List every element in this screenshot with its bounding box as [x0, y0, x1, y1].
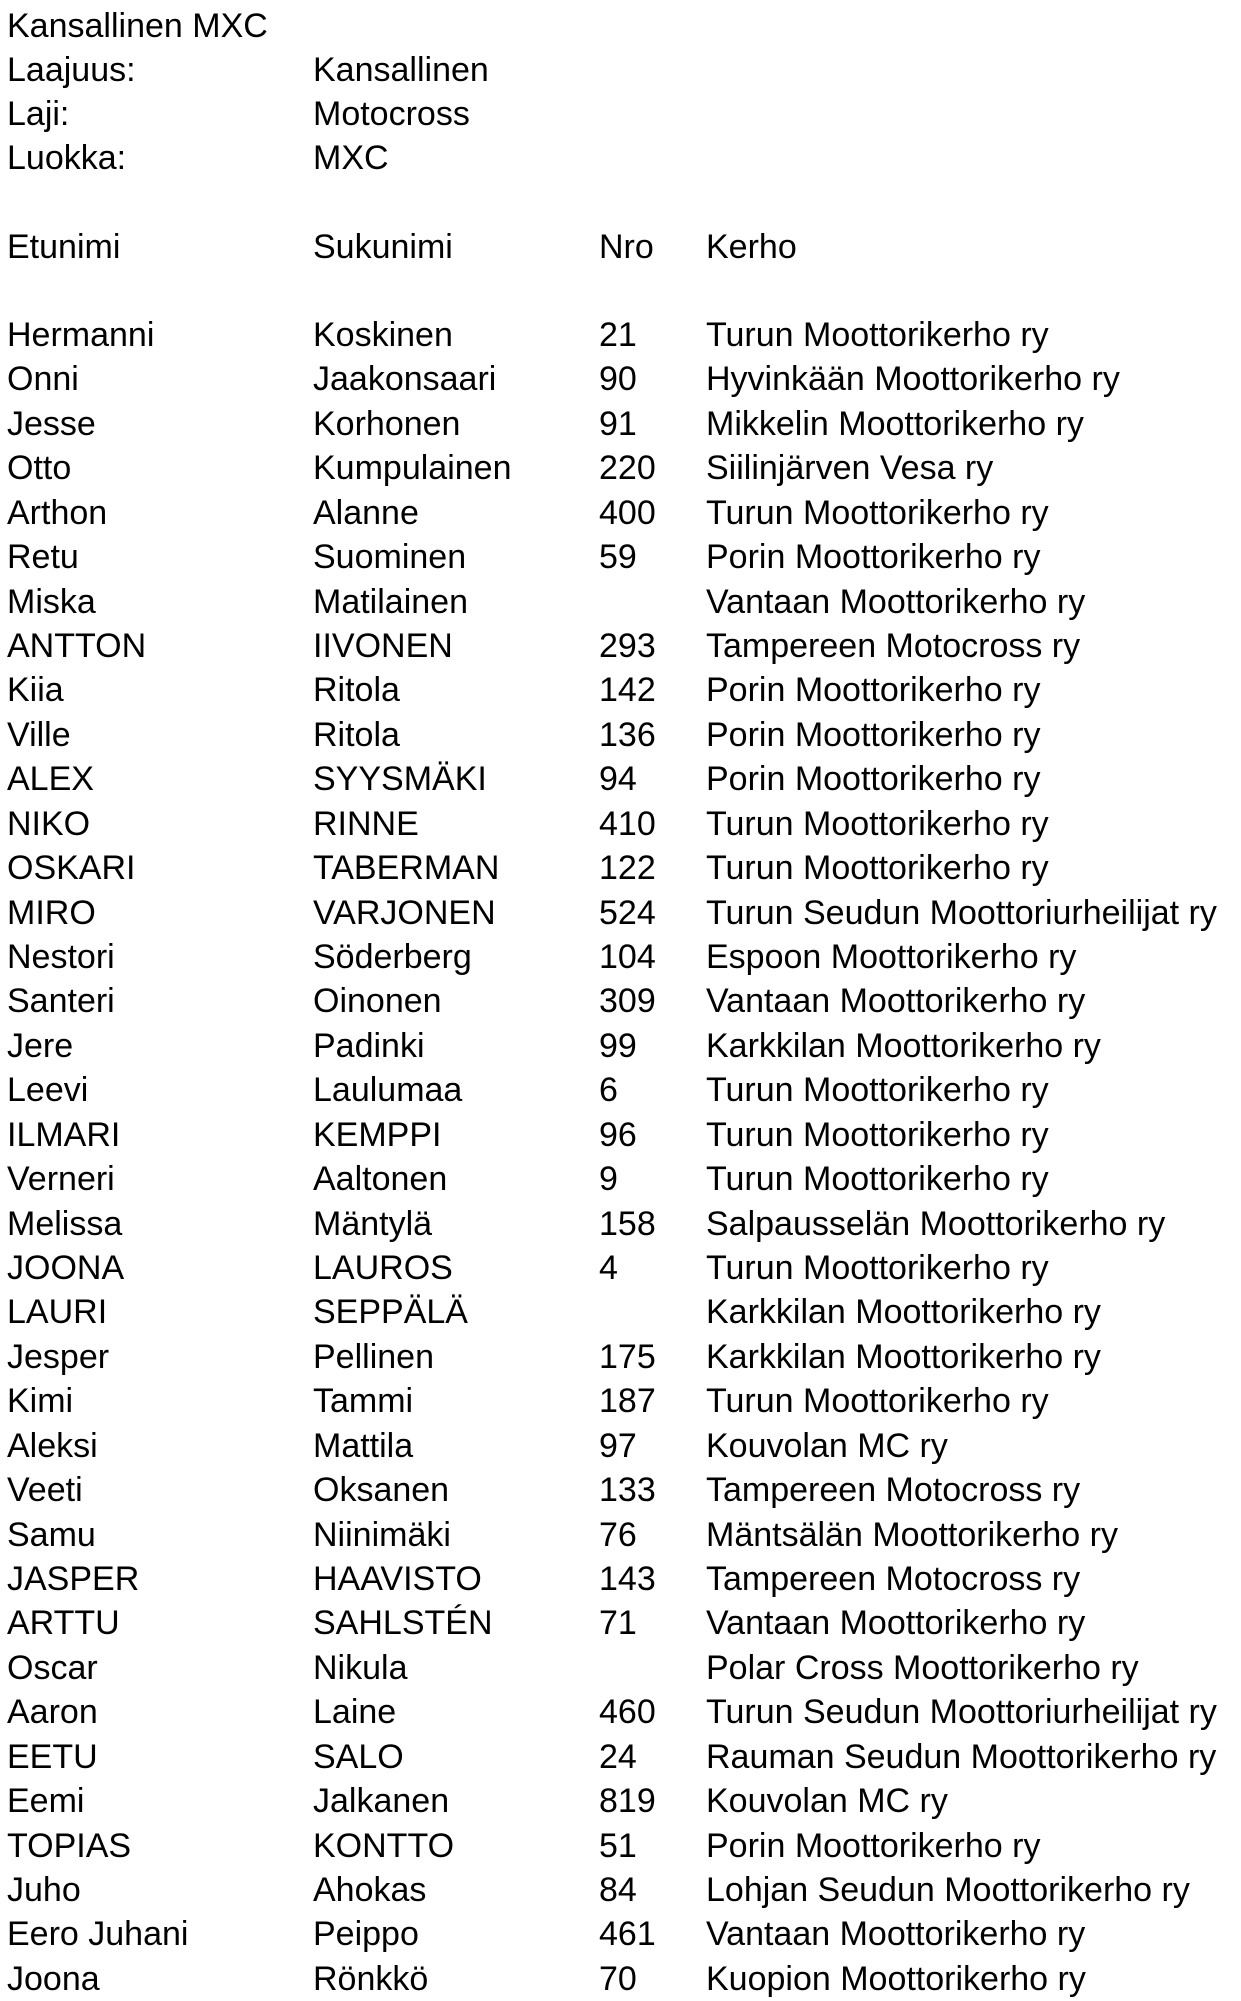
- last-name-cell: Niinimäki: [313, 1516, 451, 1554]
- last-name-cell: KEMPPI: [313, 1116, 442, 1154]
- club-cell: Turun Moottorikerho ry: [706, 1249, 1049, 1287]
- table-row: [0, 1246, 1241, 1290]
- number-cell: 59: [599, 538, 637, 576]
- table-row: [0, 446, 1241, 490]
- last-name-cell: TABERMAN: [313, 849, 500, 887]
- last-name-cell: Nikula: [313, 1649, 408, 1687]
- table-header: [0, 225, 1241, 269]
- meta-row-laajuus: [0, 48, 1241, 92]
- meta-label: Laji:: [7, 95, 70, 133]
- last-name-cell: Ahokas: [313, 1871, 427, 1909]
- number-cell: 158: [599, 1205, 656, 1243]
- first-name-cell: Kiia: [7, 671, 64, 709]
- column-header-nro: Nro: [599, 228, 654, 266]
- number-cell: 142: [599, 671, 656, 709]
- table-row: [0, 802, 1241, 846]
- club-cell: Kouvolan MC ry: [706, 1782, 948, 1820]
- club-cell: Karkkilan Moottorikerho ry: [706, 1027, 1101, 1065]
- last-name-cell: SEPPÄLÄ: [313, 1293, 468, 1331]
- club-cell: Turun Moottorikerho ry: [706, 805, 1049, 843]
- number-cell: 96: [599, 1116, 637, 1154]
- last-name-cell: VARJONEN: [313, 894, 496, 932]
- number-cell: 99: [599, 1027, 637, 1065]
- last-name-cell: SAHLSTÉN: [313, 1604, 493, 1642]
- last-name-cell: Matilainen: [313, 583, 468, 621]
- first-name-cell: LAURI: [7, 1293, 108, 1331]
- club-cell: Mikkelin Moottorikerho ry: [706, 405, 1084, 443]
- number-cell: 76: [599, 1516, 637, 1554]
- table-row: [0, 1513, 1241, 1557]
- number-cell: 524: [599, 894, 656, 932]
- table-row: [0, 624, 1241, 668]
- number-cell: 133: [599, 1471, 656, 1509]
- number-cell: 71: [599, 1604, 637, 1642]
- club-cell: Turun Seudun Moottoriurheilijat ry: [706, 894, 1217, 932]
- club-cell: Salpausselän Moottorikerho ry: [706, 1205, 1166, 1243]
- club-cell: Turun Moottorikerho ry: [706, 494, 1049, 532]
- last-name-cell: Oksanen: [313, 1471, 450, 1509]
- last-name-cell: Tammi: [313, 1382, 414, 1420]
- table-row: [0, 1335, 1241, 1379]
- table-row: [0, 1690, 1241, 1734]
- club-cell: Turun Seudun Moottoriurheilijat ry: [706, 1693, 1217, 1731]
- table-row: [0, 935, 1241, 979]
- club-cell: Karkkilan Moottorikerho ry: [706, 1338, 1101, 1376]
- club-cell: Karkkilan Moottorikerho ry: [706, 1293, 1101, 1331]
- first-name-cell: ALEX: [7, 760, 94, 798]
- table-row: [0, 1113, 1241, 1157]
- last-name-cell: Laine: [313, 1693, 397, 1731]
- last-name-cell: IIVONEN: [313, 627, 453, 665]
- club-cell: Porin Moottorikerho ry: [706, 671, 1041, 709]
- club-cell: Kuopion Moottorikerho ry: [706, 1960, 1086, 1998]
- first-name-cell: OSKARI: [7, 849, 136, 887]
- first-name-cell: Aleksi: [7, 1427, 98, 1465]
- document-title-row: [0, 4, 1241, 48]
- table-row: [0, 1779, 1241, 1823]
- first-name-cell: ANTTON: [7, 627, 147, 665]
- club-cell: Lohjan Seudun Moottorikerho ry: [706, 1871, 1190, 1909]
- last-name-cell: Ritola: [313, 716, 400, 754]
- club-cell: Turun Moottorikerho ry: [706, 1071, 1049, 1109]
- number-cell: 410: [599, 805, 656, 843]
- table-row: [0, 757, 1241, 801]
- number-cell: 6: [599, 1071, 618, 1109]
- last-name-cell: Ritola: [313, 671, 400, 709]
- first-name-cell: Onni: [7, 360, 79, 398]
- meta-value: Kansallinen: [313, 51, 489, 89]
- table-row: [0, 979, 1241, 1023]
- first-name-cell: JASPER: [7, 1560, 140, 1598]
- document-title: Kansallinen MXC: [7, 7, 268, 45]
- club-cell: Mäntsälän Moottorikerho ry: [706, 1516, 1118, 1554]
- first-name-cell: Oscar: [7, 1649, 98, 1687]
- first-name-cell: Jesse: [7, 405, 96, 443]
- number-cell: 90: [599, 360, 637, 398]
- club-cell: Vantaan Moottorikerho ry: [706, 1604, 1086, 1642]
- last-name-cell: Jaakonsaari: [313, 360, 497, 398]
- first-name-cell: Veeti: [7, 1471, 83, 1509]
- number-cell: 309: [599, 982, 656, 1020]
- club-cell: Polar Cross Moottorikerho ry: [706, 1649, 1139, 1687]
- club-cell: Vantaan Moottorikerho ry: [706, 982, 1086, 1020]
- first-name-cell: Arthon: [7, 494, 108, 532]
- number-cell: 819: [599, 1782, 656, 1820]
- club-cell: Tampereen Motocross ry: [706, 627, 1081, 665]
- number-cell: 84: [599, 1871, 637, 1909]
- table-row: [0, 668, 1241, 712]
- club-cell: Turun Moottorikerho ry: [706, 849, 1049, 887]
- table-row: [0, 402, 1241, 446]
- column-header-etunimi: Etunimi: [7, 228, 121, 266]
- table-row: [0, 357, 1241, 401]
- number-cell: 104: [599, 938, 656, 976]
- last-name-cell: Kumpulainen: [313, 449, 512, 487]
- club-cell: Porin Moottorikerho ry: [706, 760, 1041, 798]
- club-cell: Porin Moottorikerho ry: [706, 1827, 1041, 1865]
- first-name-cell: Juho: [7, 1871, 81, 1909]
- last-name-cell: Pellinen: [313, 1338, 434, 1376]
- number-cell: 70: [599, 1960, 637, 1998]
- number-cell: 122: [599, 849, 656, 887]
- table-row: [0, 1646, 1241, 1690]
- first-name-cell: Leevi: [7, 1071, 89, 1109]
- last-name-cell: RINNE: [313, 805, 419, 843]
- last-name-cell: Koskinen: [313, 316, 453, 354]
- table-row: [0, 1868, 1241, 1912]
- last-name-cell: Mäntylä: [313, 1205, 433, 1243]
- number-cell: 51: [599, 1827, 637, 1865]
- number-cell: 24: [599, 1738, 637, 1776]
- first-name-cell: Retu: [7, 538, 79, 576]
- table-row: [0, 1468, 1241, 1512]
- table-row: [0, 846, 1241, 890]
- number-cell: 293: [599, 627, 656, 665]
- first-name-cell: Ville: [7, 716, 71, 754]
- first-name-cell: Samu: [7, 1516, 96, 1554]
- column-header-sukunimi: Sukunimi: [313, 228, 453, 266]
- club-cell: Espoon Moottorikerho ry: [706, 938, 1077, 976]
- first-name-cell: JOONA: [7, 1249, 125, 1287]
- number-cell: 220: [599, 449, 656, 487]
- last-name-cell: Alanne: [313, 494, 419, 532]
- first-name-cell: Kimi: [7, 1382, 74, 1420]
- number-cell: 9: [599, 1160, 618, 1198]
- first-name-cell: Eero Juhani: [7, 1915, 189, 1953]
- table-row: [0, 1024, 1241, 1068]
- column-header-kerho: Kerho: [706, 228, 797, 266]
- first-name-cell: Verneri: [7, 1160, 115, 1198]
- last-name-cell: Suominen: [313, 538, 467, 576]
- club-cell: Hyvinkään Moottorikerho ry: [706, 360, 1120, 398]
- table-row: [0, 1824, 1241, 1868]
- first-name-cell: Jesper: [7, 1338, 110, 1376]
- table-row: [0, 1912, 1241, 1956]
- table-row: [0, 1202, 1241, 1246]
- club-cell: Porin Moottorikerho ry: [706, 538, 1041, 576]
- club-cell: Porin Moottorikerho ry: [706, 716, 1041, 754]
- last-name-cell: KONTTO: [313, 1827, 455, 1865]
- table-row: [0, 535, 1241, 579]
- table-row: [0, 1290, 1241, 1334]
- number-cell: 4: [599, 1249, 618, 1287]
- meta-value: Motocross: [313, 95, 470, 133]
- number-cell: 143: [599, 1560, 656, 1598]
- number-cell: 97: [599, 1427, 637, 1465]
- club-cell: Turun Moottorikerho ry: [706, 1382, 1049, 1420]
- first-name-cell: TOPIAS: [7, 1827, 132, 1865]
- last-name-cell: SYYSMÄKI: [313, 760, 487, 798]
- first-name-cell: NIKO: [7, 805, 91, 843]
- number-cell: 400: [599, 494, 656, 532]
- first-name-cell: EETU: [7, 1738, 98, 1776]
- last-name-cell: Oinonen: [313, 982, 442, 1020]
- table-row: [0, 580, 1241, 624]
- table-row: [0, 1068, 1241, 1112]
- number-cell: 175: [599, 1338, 656, 1376]
- last-name-cell: LAUROS: [313, 1249, 453, 1287]
- table-row: [0, 313, 1241, 357]
- club-cell: Tampereen Motocross ry: [706, 1560, 1081, 1598]
- last-name-cell: Jalkanen: [313, 1782, 450, 1820]
- last-name-cell: Mattila: [313, 1427, 414, 1465]
- last-name-cell: Laulumaa: [313, 1071, 463, 1109]
- first-name-cell: Aaron: [7, 1693, 98, 1731]
- club-cell: Rauman Seudun Moottorikerho ry: [706, 1738, 1217, 1776]
- club-cell: Tampereen Motocross ry: [706, 1471, 1081, 1509]
- number-cell: 21: [599, 316, 637, 354]
- first-name-cell: Nestori: [7, 938, 115, 976]
- last-name-cell: Söderberg: [313, 938, 472, 976]
- club-cell: Turun Moottorikerho ry: [706, 316, 1049, 354]
- last-name-cell: Korhonen: [313, 405, 461, 443]
- first-name-cell: ARTTU: [7, 1604, 120, 1642]
- table-row: [0, 713, 1241, 757]
- table-row: [0, 1157, 1241, 1201]
- first-name-cell: Melissa: [7, 1205, 123, 1243]
- first-name-cell: Jere: [7, 1027, 74, 1065]
- meta-label: Luokka:: [7, 139, 127, 177]
- number-cell: 136: [599, 716, 656, 754]
- table-row: [0, 1735, 1241, 1779]
- first-name-cell: Miska: [7, 583, 96, 621]
- number-cell: 187: [599, 1382, 656, 1420]
- last-name-cell: Padinki: [313, 1027, 425, 1065]
- number-cell: 460: [599, 1693, 656, 1731]
- club-cell: Siilinjärven Vesa ry: [706, 449, 994, 487]
- last-name-cell: Rönkkö: [313, 1960, 429, 1998]
- club-cell: Turun Moottorikerho ry: [706, 1116, 1049, 1154]
- meta-row-luokka: [0, 136, 1241, 180]
- table-row: [0, 491, 1241, 535]
- meta-label: Laajuus:: [7, 51, 136, 89]
- first-name-cell: Eemi: [7, 1782, 85, 1820]
- club-cell: Kouvolan MC ry: [706, 1427, 948, 1465]
- club-cell: Vantaan Moottorikerho ry: [706, 583, 1086, 621]
- table-row: [0, 891, 1241, 935]
- table-row: [0, 1557, 1241, 1601]
- table-row: [0, 1957, 1241, 2001]
- first-name-cell: MIRO: [7, 894, 96, 932]
- first-name-cell: Joona: [7, 1960, 100, 1998]
- last-name-cell: Peippo: [313, 1915, 419, 1953]
- table-row: [0, 1601, 1241, 1645]
- first-name-cell: Santeri: [7, 982, 115, 1020]
- number-cell: 91: [599, 405, 637, 443]
- table-row: [0, 1424, 1241, 1468]
- meta-value: MXC: [313, 139, 389, 177]
- last-name-cell: Aaltonen: [313, 1160, 448, 1198]
- first-name-cell: Otto: [7, 449, 72, 487]
- club-cell: Turun Moottorikerho ry: [706, 1160, 1049, 1198]
- meta-row-laji: [0, 92, 1241, 136]
- first-name-cell: ILMARI: [7, 1116, 121, 1154]
- last-name-cell: SALO: [313, 1738, 404, 1776]
- club-cell: Vantaan Moottorikerho ry: [706, 1915, 1086, 1953]
- last-name-cell: HAAVISTO: [313, 1560, 482, 1598]
- number-cell: 461: [599, 1915, 656, 1953]
- table-row: [0, 1379, 1241, 1423]
- number-cell: 94: [599, 760, 637, 798]
- first-name-cell: Hermanni: [7, 316, 155, 354]
